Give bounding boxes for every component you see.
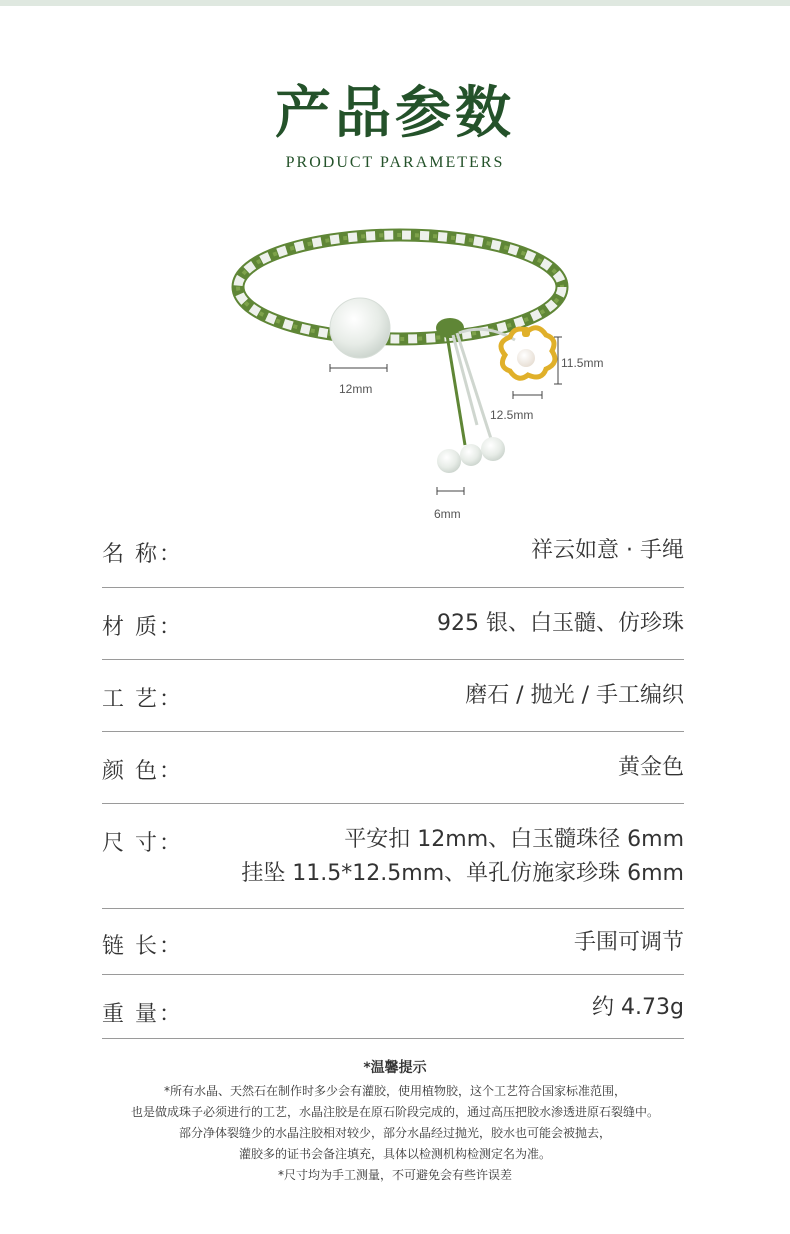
notes-line: 也是做成珠子必须进行的工艺，水晶注胶是在原石阶段完成的，通过高压把胶水渗透进原石裂缝中。 [130, 1105, 659, 1119]
param-label: 颜 色： [102, 759, 183, 784]
param-value: 磨石 / 抛光 / 手工编织 [465, 683, 684, 708]
param-value: 黄金色 [617, 755, 684, 780]
notes-line: *尺寸均为手工测量，不可避免会有些许误差 [277, 1168, 512, 1182]
cloud-pendant [501, 327, 555, 378]
param-row-name [102, 532, 684, 588]
jade-buckle [330, 298, 390, 358]
notes-line: 部分净体裂缝少的水晶注胶相对较少，部分水晶经过抛光，胶水也可能会被抛去， [178, 1126, 611, 1140]
bead-1 [437, 449, 461, 473]
param-value: 祥云如意 · 手绳 [531, 538, 684, 563]
param-row-weight [102, 974, 684, 1039]
top-accent-strip [0, 0, 790, 6]
param-label: 材 质： [102, 615, 183, 640]
dim-pendant-height-label: 11.5mm [561, 356, 604, 370]
param-row-size [102, 803, 684, 909]
product-image [215, 215, 635, 525]
param-value: 手围可调节 [573, 930, 684, 955]
param-value-line-1: 平安扣 12mm、白玉髓珠径 6mm [344, 827, 684, 852]
param-label: 名 称： [102, 542, 183, 567]
param-row-material [102, 587, 684, 660]
bracelet-illustration [215, 215, 635, 525]
notes-heading: *温馨提示 [363, 1060, 427, 1076]
param-label: 重 量： [102, 1002, 183, 1027]
notes-section [0, 1058, 790, 1186]
bead-2 [460, 444, 482, 466]
param-row-length [102, 908, 684, 975]
page-subtitle: PRODUCT PARAMETERS [285, 154, 505, 171]
param-value: 925 银、白玉髓、仿珍珠 [437, 611, 684, 636]
param-label: 尺 寸： [102, 831, 183, 856]
slip-knot [436, 318, 464, 338]
notes-line: *所有水晶、天然石在制作时多少会有灌胶，使用植物胶，这个工艺符合国家标准范围， [163, 1084, 626, 1098]
param-row-color [102, 731, 684, 804]
param-label: 工 艺： [102, 687, 183, 712]
notes-line: 灌胶多的证书会备注填充，具体以检测机构检测定名为准。 [238, 1147, 551, 1161]
param-row-craft [102, 659, 684, 732]
dim-pendant-width-label: 12.5mm [490, 408, 534, 422]
param-value-line-2: 挂坠 11.5*12.5mm、单孔仿施家珍珠 6mm [241, 861, 684, 886]
page-title: 产品参数 [275, 80, 515, 146]
param-label: 链 长： [102, 934, 183, 959]
dim-buckle-label: 12mm [339, 382, 373, 396]
param-value: 约 4.73g [592, 995, 684, 1020]
dim-bead-label: 6mm [434, 507, 461, 521]
bead-3 [481, 437, 505, 461]
